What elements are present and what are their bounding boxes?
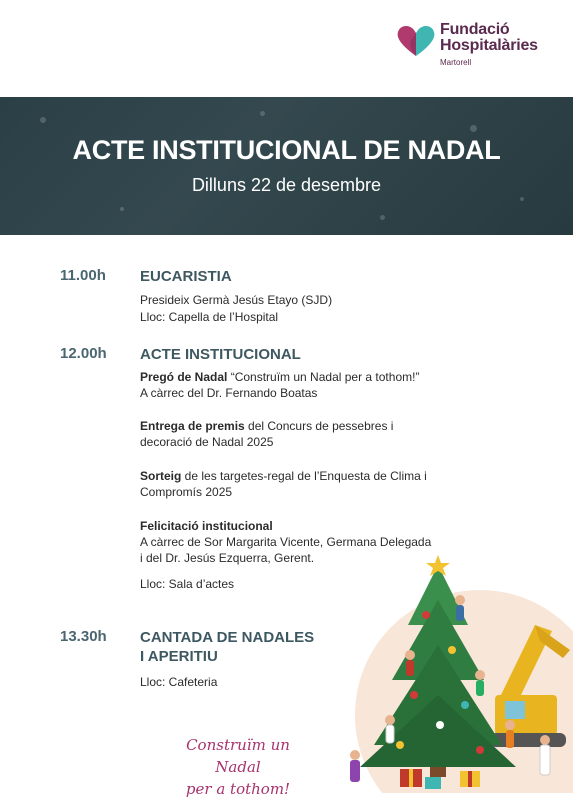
- logo-subtitle: Martorell: [440, 58, 472, 67]
- item-line2: A càrrec de Sor Margarita Vicente, Germana Delegada: [140, 535, 432, 549]
- signature-slogan: [168, 734, 308, 800]
- event-detail: Presideix Germà Jesús Etayo (SJD): [140, 293, 333, 307]
- item-text: de les targetes-regal de l’Enquesta de Clima i: [181, 469, 427, 483]
- event-title-line1: CANTADA DE NADALES: [140, 629, 315, 646]
- title-banner: [0, 97, 573, 235]
- item-line: [140, 518, 273, 534]
- christmas-tree-illustration: [330, 555, 573, 793]
- item-line3: i del Dr. Jesús Ezquerra, Gerent.: [140, 551, 315, 565]
- event-place: Lloc: Capella de l’Hospital: [140, 310, 279, 324]
- event-time: 13.30h: [60, 628, 107, 645]
- item-line2: Compromís 2025: [140, 485, 233, 499]
- logo-line2: Hospitalàries: [440, 37, 538, 54]
- logo-line1: Fundació: [440, 21, 510, 38]
- event-title: [140, 628, 314, 666]
- item-bold: Sorteig: [140, 469, 182, 483]
- signature-line1: Construïm un Nadal: [186, 736, 290, 776]
- page-date: Dilluns 22 de desembre: [191, 175, 382, 195]
- heart-logo-icon: [396, 24, 436, 58]
- page-title: ACTE INSTITUCIONAL DE NADAL: [72, 135, 501, 165]
- item-line: [140, 418, 393, 434]
- logo: [396, 22, 566, 72]
- event-time: 11.00h: [60, 267, 106, 284]
- signature-line2: per a tothom!: [185, 780, 291, 798]
- item-bold: Entrega de premis: [140, 419, 245, 433]
- item-line2: decoració de Nadal 2025: [140, 435, 274, 449]
- item-line2: A càrrec del Dr. Fernando Boatas: [140, 386, 318, 400]
- item-line: [140, 468, 427, 484]
- item-text: “Construïm un Nadal per a tothom!”: [227, 370, 420, 384]
- event-place: Lloc: Sala d’actes: [140, 577, 235, 591]
- item-bold: Felicitació institucional: [140, 519, 273, 533]
- event-title: EUCARISTIA: [140, 268, 232, 285]
- event-title: ACTE INSTITUCIONAL: [140, 346, 301, 363]
- item-text: del Concurs de pessebres i: [244, 419, 394, 433]
- event-title-line2: I APERITIU: [140, 648, 218, 665]
- logo-name: [440, 22, 538, 54]
- event-place: Lloc: Cafeteria: [140, 675, 218, 689]
- event-time: 12.00h: [60, 345, 107, 362]
- item-line: [140, 369, 419, 385]
- item-bold: Pregó de Nadal: [140, 370, 228, 384]
